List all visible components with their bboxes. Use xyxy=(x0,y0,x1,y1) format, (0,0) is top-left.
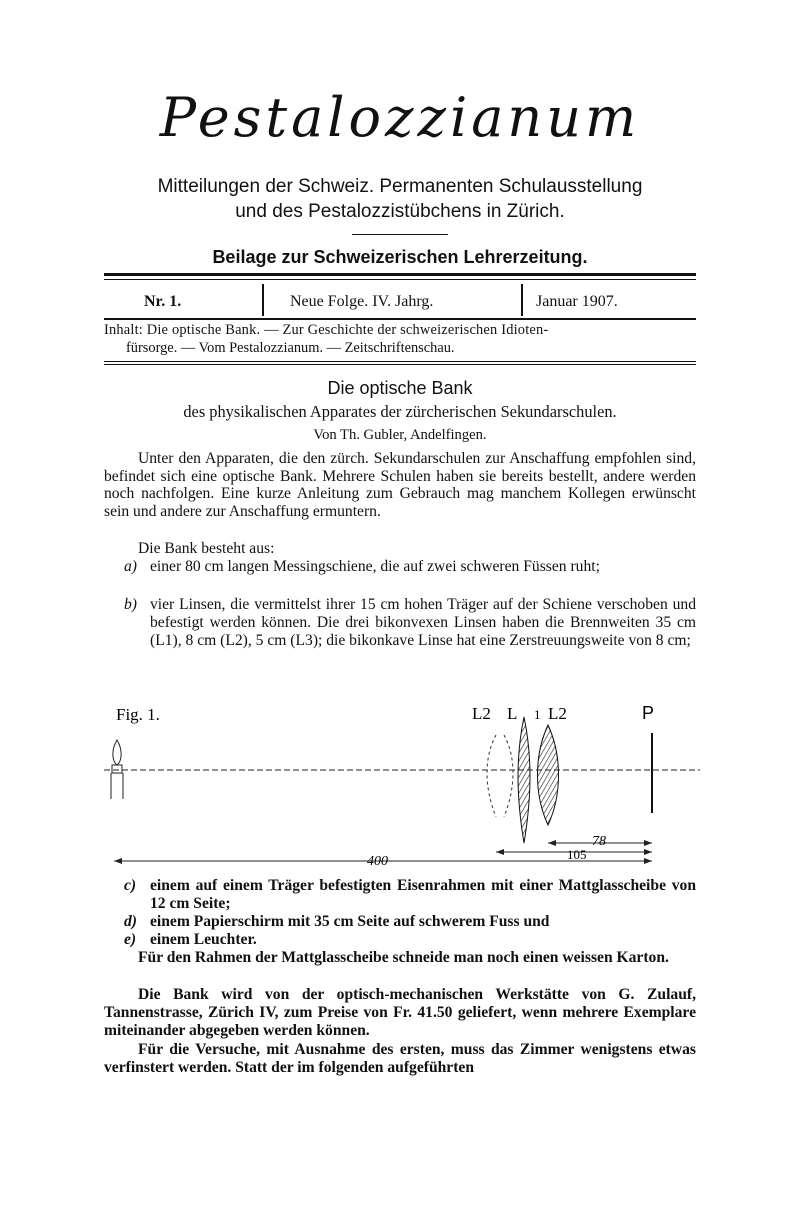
list-text: vier Linsen, die vermittelst ihrer 15 cm hohen Träger auf der Schiene verschoben und befestigt werden können. Die drei bikonvexen Linsen haben die Brennweiten 35 cm (L1), 8 cm (L2), 5 cm (L3); die bikonkave Linse hat eine Zerstreuungsweite von 8 cm; xyxy=(150,596,696,649)
dimension-78 xyxy=(548,834,652,849)
contents-line-2: fürsorge. — Vom Pestalozzianum. — Zeitschriftenschau. xyxy=(126,340,455,356)
issue-date: Januar 1907. xyxy=(536,293,618,310)
lens-label-1: 1 xyxy=(534,707,541,722)
lens-label-l2-right: L2 xyxy=(548,704,567,723)
lens-concave-dashed xyxy=(487,735,496,817)
list-intro: Die Bank besteht aus: xyxy=(138,540,275,557)
list-marker: e) xyxy=(124,931,137,948)
article-subtitle: des physikalischen Apparates der zürcherischen Sekundarschulen. xyxy=(183,402,617,421)
header-bottom-rule xyxy=(104,318,696,320)
contents-rule-1 xyxy=(104,361,696,362)
header-separator-1 xyxy=(262,284,264,316)
lens-concave-dashed-2 xyxy=(504,735,513,817)
issue-series: Neue Folge. IV. Jahrg. xyxy=(290,293,434,310)
header-top-rule xyxy=(104,273,696,276)
lens-l1 xyxy=(518,717,530,843)
issue-number: Nr. 1. xyxy=(144,293,182,310)
list-text: einem Leuchter. xyxy=(150,931,257,948)
article-title: Die optische Bank xyxy=(327,378,473,398)
dimension-400-label: 400 xyxy=(367,854,388,869)
list-text: einer 80 cm langen Messingschiene, die auf zwei schweren Füssen ruht; xyxy=(150,558,600,575)
lens-l2 xyxy=(538,725,559,825)
list-item-b xyxy=(124,596,696,649)
subtitle-line-1: Mitteilungen der Schweiz. Permanenten Schulausstellung xyxy=(157,176,643,197)
paragraph-frame: Für den Rahmen der Mattglasscheibe schneide man noch einen weissen Karton. xyxy=(138,949,669,966)
masthead-title: Pestalozzianum xyxy=(159,86,641,149)
contents-rule-2 xyxy=(104,364,696,365)
list-marker: c) xyxy=(124,877,137,894)
screen-label-p: P xyxy=(642,703,655,723)
supplement-title: Beilage zur Schweizerischen Lehrerzeitung. xyxy=(212,247,588,267)
issue-header xyxy=(104,290,696,316)
dimension-78-label: 78 xyxy=(592,834,606,849)
dimension-105-label: 105 xyxy=(567,847,587,862)
article-intro: Unter den Apparaten, die den zürch. Sekundarschulen zur Anschaffung empfohlen sind, befindet sich eine optische Bank. Mehrere Schulen haben sie bereits bestellt, andere werden noch nachfolgen. Eine kurze Anleitung zum Gebrauch mag manchem Kollegen erwünscht sein und andere zur Anschaffung ermuntern. xyxy=(104,450,696,520)
list-item-d xyxy=(124,913,696,931)
short-divider xyxy=(352,234,448,235)
figure-optical-bench xyxy=(104,695,704,875)
subtitle-line-2: und des Pestalozzistübchens in Zürich. xyxy=(235,201,565,222)
header-separator-2 xyxy=(521,284,523,316)
list-item-c xyxy=(124,877,696,913)
lens-label-l2-left: L2 xyxy=(472,704,491,723)
dimension-105 xyxy=(496,847,652,862)
list-text: einem Papierschirm mit 35 cm Seite auf schwerem Fuss und xyxy=(150,913,550,930)
figure-label: Fig. 1. xyxy=(116,705,160,724)
list-text: einem auf einem Träger befestigten Eisenrahmen mit einer Mattglasscheibe von 12 cm Seite; xyxy=(150,877,696,912)
list-item-a xyxy=(124,558,696,576)
list-item-e xyxy=(124,931,696,949)
article-author: Von Th. Gubler, Andelfingen. xyxy=(313,427,487,443)
contents-line-1: Inhalt: Die optische Bank. — Zur Geschichte der schweizerischen Idioten- xyxy=(104,322,549,338)
list-marker: a) xyxy=(124,558,137,575)
paragraph-supplier: Die Bank wird von der optisch-mechanischen Werkstätte von G. Zulauf, Tannenstrasse, Zürich IV, zum Preise von Fr. 41.50 geliefert, wenn mehrere Exemplare miteinander abgegeben werden können. xyxy=(104,986,696,1039)
header-top-rule-thin xyxy=(104,279,696,280)
list-marker: d) xyxy=(124,913,137,930)
lens-label-l: L xyxy=(507,704,518,723)
list-marker: b) xyxy=(124,596,137,613)
paragraph-experiments: Für die Versuche, mit Ausnahme des ersten, muss das Zimmer wenigstens etwas verfinstert werden. Statt der im folgenden aufgeführten xyxy=(104,1041,696,1076)
